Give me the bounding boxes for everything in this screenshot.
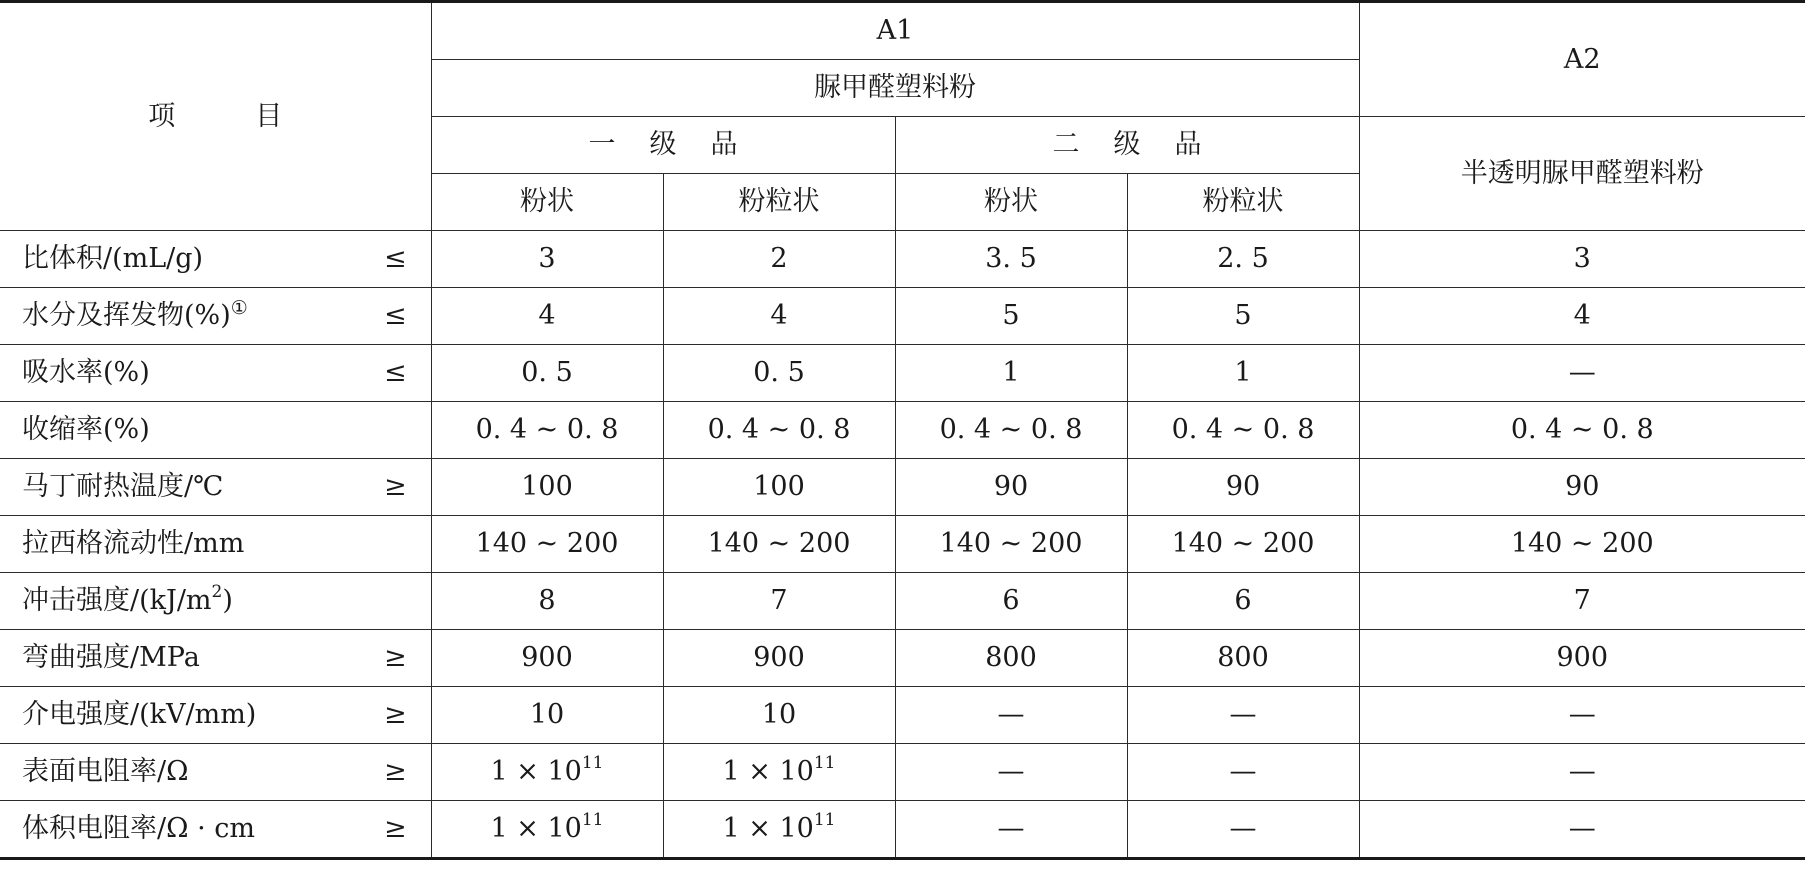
row-item-label [0,345,360,402]
row-value-cell [1127,687,1359,744]
row-item-text: 拉西格流动性/mm [22,528,245,560]
grade2-header [895,117,1359,174]
grade2-char-1: 二 [1052,129,1080,161]
row-value: 800 [985,642,1037,674]
row-value: 1 × 10 [490,756,582,788]
grade2-char-3: 品 [1174,129,1202,161]
footnote-marker: ① [230,297,248,320]
row-value: 8 [538,585,556,617]
value-exponent: 11 [581,810,604,831]
row-value-cell [1127,573,1359,630]
row-value-cell [1127,801,1359,859]
row-value-cell [1359,630,1805,687]
row-item-label [0,630,360,687]
row-value: — [1568,813,1596,845]
table-row [0,288,1805,345]
value-exponent: 11 [813,753,836,774]
row-value-cell [1127,231,1359,288]
row-item-label [0,288,360,345]
row-value-cell [1127,516,1359,573]
table-row [0,630,1805,687]
row-value-cell [1359,459,1805,516]
row-item-label [0,516,360,573]
item-header-left: 项 [148,100,176,132]
row-value: 2 [770,243,788,275]
grade1-char-2: 级 [649,129,677,161]
row-value: 140 ~ 200 [475,528,619,560]
row-value-cell [1359,345,1805,402]
row-value: 4 [770,300,788,332]
row-value-cell [895,402,1127,459]
header-row-1 [0,2,1805,60]
row-value: 900 [1556,642,1609,674]
row-value-cell [895,630,1127,687]
row-value-cell [895,288,1127,345]
row-item-text: 体积电阻率/Ω · cm [22,813,255,845]
row-operator: ≤ [360,345,431,402]
row-value: 0. 4 ~ 0. 8 [1171,414,1315,446]
row-value-cell [1127,345,1359,402]
row-value-cell [895,516,1127,573]
row-value-cell [663,516,895,573]
row-value: 140 ~ 200 [939,528,1083,560]
row-value: 90 [1565,471,1600,503]
row-value-cell [1359,573,1805,630]
row-value: 100 [753,471,805,503]
table-row [0,231,1805,288]
row-value-cell [431,345,663,402]
row-operator: ≤ [360,288,431,345]
row-value: 0. 5 [521,357,573,389]
row-value-cell [1359,801,1805,859]
row-value: 1 [1234,357,1252,389]
row-value-cell [431,630,663,687]
row-value-cell [895,573,1127,630]
row-value-cell [895,231,1127,288]
row-value-cell [431,744,663,801]
row-value-cell [663,801,895,859]
table-row [0,345,1805,402]
row-item-label [0,687,360,744]
row-value: 90 [993,471,1029,503]
row-value-cell [1359,402,1805,459]
row-value-cell [1359,231,1805,288]
row-operator: ≥ [360,630,431,687]
a2-header: A2 [1359,2,1805,117]
row-item-text: 介电强度/(kV/mm) [22,699,257,731]
row-value-cell [663,573,895,630]
row-item-label [0,231,360,288]
row-value-cell [1127,744,1359,801]
row-value: 1 × 10 [490,813,582,845]
row-value-cell [663,402,895,459]
row-item-text: 表面电阻率/Ω [22,756,189,788]
row-value: 4 [538,300,556,332]
table-row [0,516,1805,573]
a1-name-header: 脲甲醛塑料粉 [431,60,1359,117]
row-value: 90 [1225,471,1261,503]
row-value-cell [663,630,895,687]
row-operator: ≥ [360,459,431,516]
row-operator [360,516,431,573]
row-value: 2. 5 [1217,243,1269,275]
a1-header: A1 [431,2,1359,60]
grade2-char-2: 级 [1113,129,1141,161]
row-value: 7 [770,585,788,617]
row-value: — [1568,357,1596,389]
grade1-char-3: 品 [710,129,738,161]
row-value-cell [663,459,895,516]
value-exponent: 11 [813,810,836,831]
table-row [0,687,1805,744]
item-header-cell [0,2,431,231]
row-item-text: 吸水率(%) [22,357,150,389]
form-header-4: 粉粒状 [1127,174,1359,231]
row-value: 900 [753,642,805,674]
row-value: 6 [1234,585,1252,617]
row-item-text: 马丁耐热温度/℃ [22,471,224,503]
row-value-cell [431,459,663,516]
row-value-cell [895,459,1127,516]
row-value: 0. 4 ~ 0. 8 [475,414,619,446]
row-value: 900 [521,642,573,674]
row-value-cell [431,288,663,345]
row-value: 140 ~ 200 [1510,528,1654,560]
row-value: 800 [1217,642,1269,674]
row-value-cell [895,744,1127,801]
row-value: 0. 5 [753,357,805,389]
table-row [0,459,1805,516]
row-value-cell [1359,516,1805,573]
row-value-cell [895,345,1127,402]
row-operator: ≥ [360,744,431,801]
row-value-cell [1359,687,1805,744]
row-value: 7 [1573,585,1591,617]
row-value-cell [895,801,1127,859]
row-operator: ≤ [360,231,431,288]
form-header-2: 粉粒状 [663,174,895,231]
row-value: 0. 4 ~ 0. 8 [707,414,851,446]
row-value: 140 ~ 200 [707,528,851,560]
row-value: — [997,756,1025,788]
row-operator: ≥ [360,801,431,859]
row-operator: ≥ [360,687,431,744]
row-value-cell [431,402,663,459]
row-value: — [1568,756,1596,788]
row-item-label [0,801,360,859]
row-value: 10 [529,699,565,731]
row-value: 5 [1002,300,1020,332]
row-item-label [0,573,360,630]
table-row [0,744,1805,801]
row-item-tail: ) [222,585,233,617]
grade1-char-1: 一 [588,129,616,161]
row-value-cell [431,231,663,288]
row-value: — [1229,756,1257,788]
row-value: — [997,813,1025,845]
row-value-cell [1359,744,1805,801]
row-value: 3 [538,243,556,275]
row-value-cell [1127,630,1359,687]
row-value: 6 [1002,585,1020,617]
item-header-right: 目 [255,100,283,132]
row-value-cell [431,573,663,630]
row-item-text: 水分及挥发物(%) [22,300,231,332]
row-value-cell [895,687,1127,744]
row-operator [360,402,431,459]
row-value-cell [1127,459,1359,516]
row-operator [360,573,431,630]
row-item-label [0,402,360,459]
row-value: 1 × 10 [722,756,814,788]
grade1-header [431,117,895,174]
row-value-cell [663,288,895,345]
row-value: 140 ~ 200 [1171,528,1315,560]
row-value-cell [1359,288,1805,345]
row-value: 0. 4 ~ 0. 8 [1510,414,1654,446]
row-value-cell [663,744,895,801]
form-header-1: 粉状 [431,174,663,231]
row-value-cell [431,516,663,573]
value-exponent: 11 [581,753,604,774]
row-value-cell [663,687,895,744]
row-value-cell [1127,288,1359,345]
row-value: — [1568,699,1596,731]
row-item-label [0,744,360,801]
row-value-cell [663,231,895,288]
row-value-cell [1127,402,1359,459]
row-item-text: 收缩率(%) [22,414,150,446]
row-value: — [997,699,1025,731]
row-value: — [1229,813,1257,845]
row-value-cell [663,345,895,402]
row-value-cell [431,687,663,744]
row-value-cell [431,801,663,859]
table-row [0,573,1805,630]
row-value: 3. 5 [985,243,1037,275]
row-value: 10 [761,699,797,731]
row-item-text: 冲击强度/(kJ/m [22,585,212,617]
table-row [0,402,1805,459]
table-row [0,801,1805,859]
row-item-superscript: 2 [211,582,223,603]
row-value: — [1229,699,1257,731]
row-value: 1 [1002,357,1020,389]
row-value: 4 [1573,300,1591,332]
form-header-3: 粉状 [895,174,1127,231]
row-value: 100 [521,471,573,503]
row-item-text: 弯曲强度/MPa [22,642,200,674]
row-item-text: 比体积/(mL/g) [22,243,204,275]
row-value: 1 × 10 [722,813,814,845]
row-value: 5 [1234,300,1252,332]
a2-name-header: 半透明脲甲醛塑料粉 [1359,117,1805,231]
row-item-label [0,459,360,516]
row-value: 0. 4 ~ 0. 8 [939,414,1083,446]
row-value: 3 [1573,243,1591,275]
